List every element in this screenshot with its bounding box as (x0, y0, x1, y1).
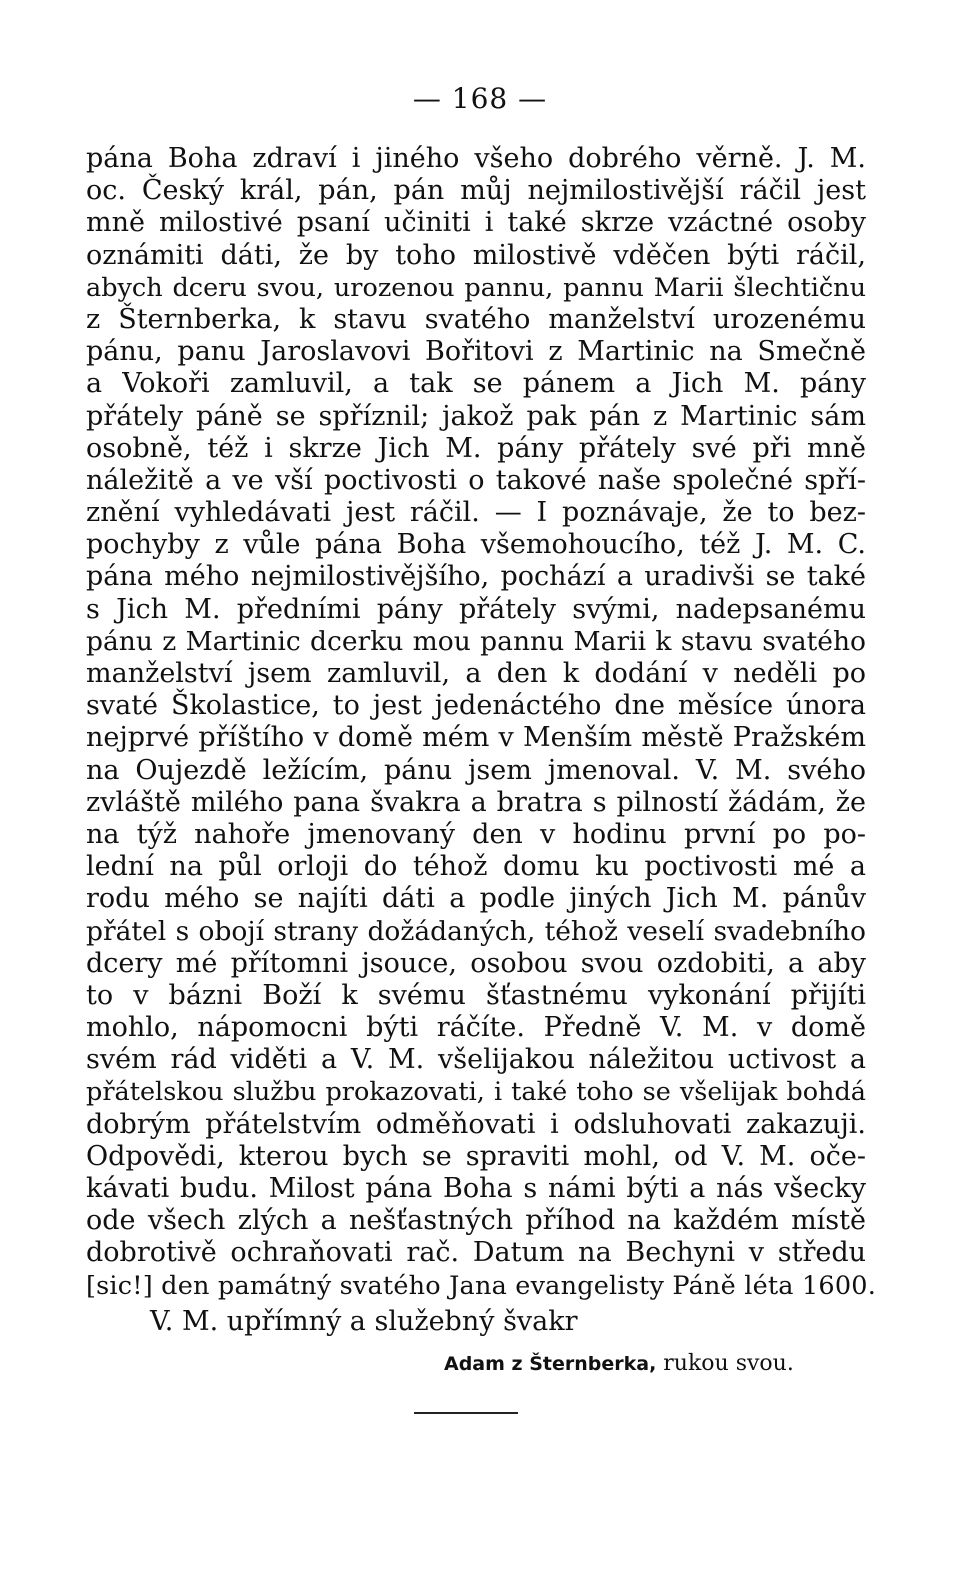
text-line: nejprvé příštího v domě mém v Menším městě Pražském (86, 722, 866, 754)
text-line: znění vyhledávati jest ráčil. — I poznávaje, že to bez- (86, 497, 866, 529)
text-line: na týž nahoře jmenovaný den v hodinu první po po- (86, 818, 866, 850)
text-line: kávati budu. Milost pána Boha s námi býti a nás všecky (86, 1173, 866, 1204)
text-line: svaté Školastice, to jest jedenáctého dne měsíce února (86, 690, 866, 722)
text-line: náležitě a ve vší poctivosti o takové naše společné spří- (86, 464, 866, 496)
text-line: mně milostivé psaní učiniti i také skrze vzáctné osoby (86, 207, 866, 239)
page-number: — 168 — (412, 82, 548, 115)
text-line: rodu mého se najíti dáti a podle jiných Jich M. pánův (86, 883, 866, 915)
text-line: s Jich M. předními pány přátely svými, nadepsanému (86, 593, 866, 625)
signature (444, 1350, 794, 1378)
text-line: oc. Český král, pán, pán můj nejmilostivější ráčil jest (86, 175, 866, 207)
text-line: svém rád viděti a V. M. všelijakou náležitou uctivost a (86, 1044, 866, 1076)
closing-rule (414, 1412, 518, 1414)
text-line: pánu, panu Jaroslavovi Bořitovi z Martinic na Smečně (86, 336, 866, 368)
text-line: abych dceru svou, urozenou pannu, pannu Marii šlechtičnu (86, 272, 866, 303)
text-line: pána mého nejmilostivějšího, pochází a uradivši se také (86, 561, 866, 593)
text-line: pána Boha zdraví i jiného všeho dobrého věrně. J. M. (86, 143, 866, 174)
text-line: to v bázni Boží k svému šťastnému vykonání přijíti (86, 979, 866, 1011)
text-line: dobrotivě ochraňovati rač. Datum na Bechyni v středu (86, 1237, 866, 1269)
text-line: Odpovědi, kterou bych se spraviti mohl, od V. M. oče- (86, 1140, 866, 1172)
text-line: na Oujezdě ležícím, pánu jsem jmenoval. V. M. svého (86, 754, 866, 786)
text-line: přátely páně se spříznil; jakož pak pán z Martinic sám (86, 400, 866, 432)
text-line: lední na půl orloji do téhož domu ku poctivosti mé a (86, 851, 866, 883)
text-line: oznámiti dáti, že by toho milostivě vděčen býti ráčil, (86, 239, 866, 271)
text-line: pánu z Martinic dcerku mou pannu Marii k stavu svatého (86, 625, 866, 657)
text-line: a Vokoři zamluvil, a tak se pánem a Jich M. pány (86, 368, 866, 400)
text-line: přátel s obojí strany dožádaných, téhož veselí svadebního (86, 915, 866, 947)
signature-name: Adam z Šternberka, (444, 1353, 657, 1375)
signature-suffix: rukou svou. (656, 1351, 794, 1376)
text-line: přátelskou službu prokazovati, i také toho se všelijak bohdá (86, 1077, 866, 1108)
closing-salutation: V. M. upřímný a služebný švakr (150, 1306, 578, 1337)
letter-body (86, 143, 877, 1302)
text-line: mohlo, nápomocni býti ráčíte. Předně V. M. v domě (86, 1012, 866, 1044)
text-line: [sic!] den památný svatého Jana evangelisty Páně léta 1600. (86, 1270, 877, 1301)
text-line: ode všech zlých a nešťastných příhod na každém místě (86, 1205, 866, 1237)
text-line: z Šternberka, k stavu svatého manželství urozenému (86, 303, 866, 335)
text-line: manželství jsem zamluvil, a den k dodání v neděli po (86, 658, 866, 689)
text-line: osobně, též i skrze Jich M. pány přátely své při mně (86, 432, 866, 464)
text-line: pochyby z vůle pána Boha všemohoucího, též J. M. C. (86, 529, 866, 561)
text-line: zvláště milého pana švakra a bratra s pilností žádám, že (86, 786, 866, 818)
text-line: dcery mé přítomni jsouce, osobou svou ozdobiti, a aby (86, 947, 866, 979)
text-line: dobrým přátelstvím odměňovati i odsluhovati zakazuji. (86, 1108, 866, 1140)
